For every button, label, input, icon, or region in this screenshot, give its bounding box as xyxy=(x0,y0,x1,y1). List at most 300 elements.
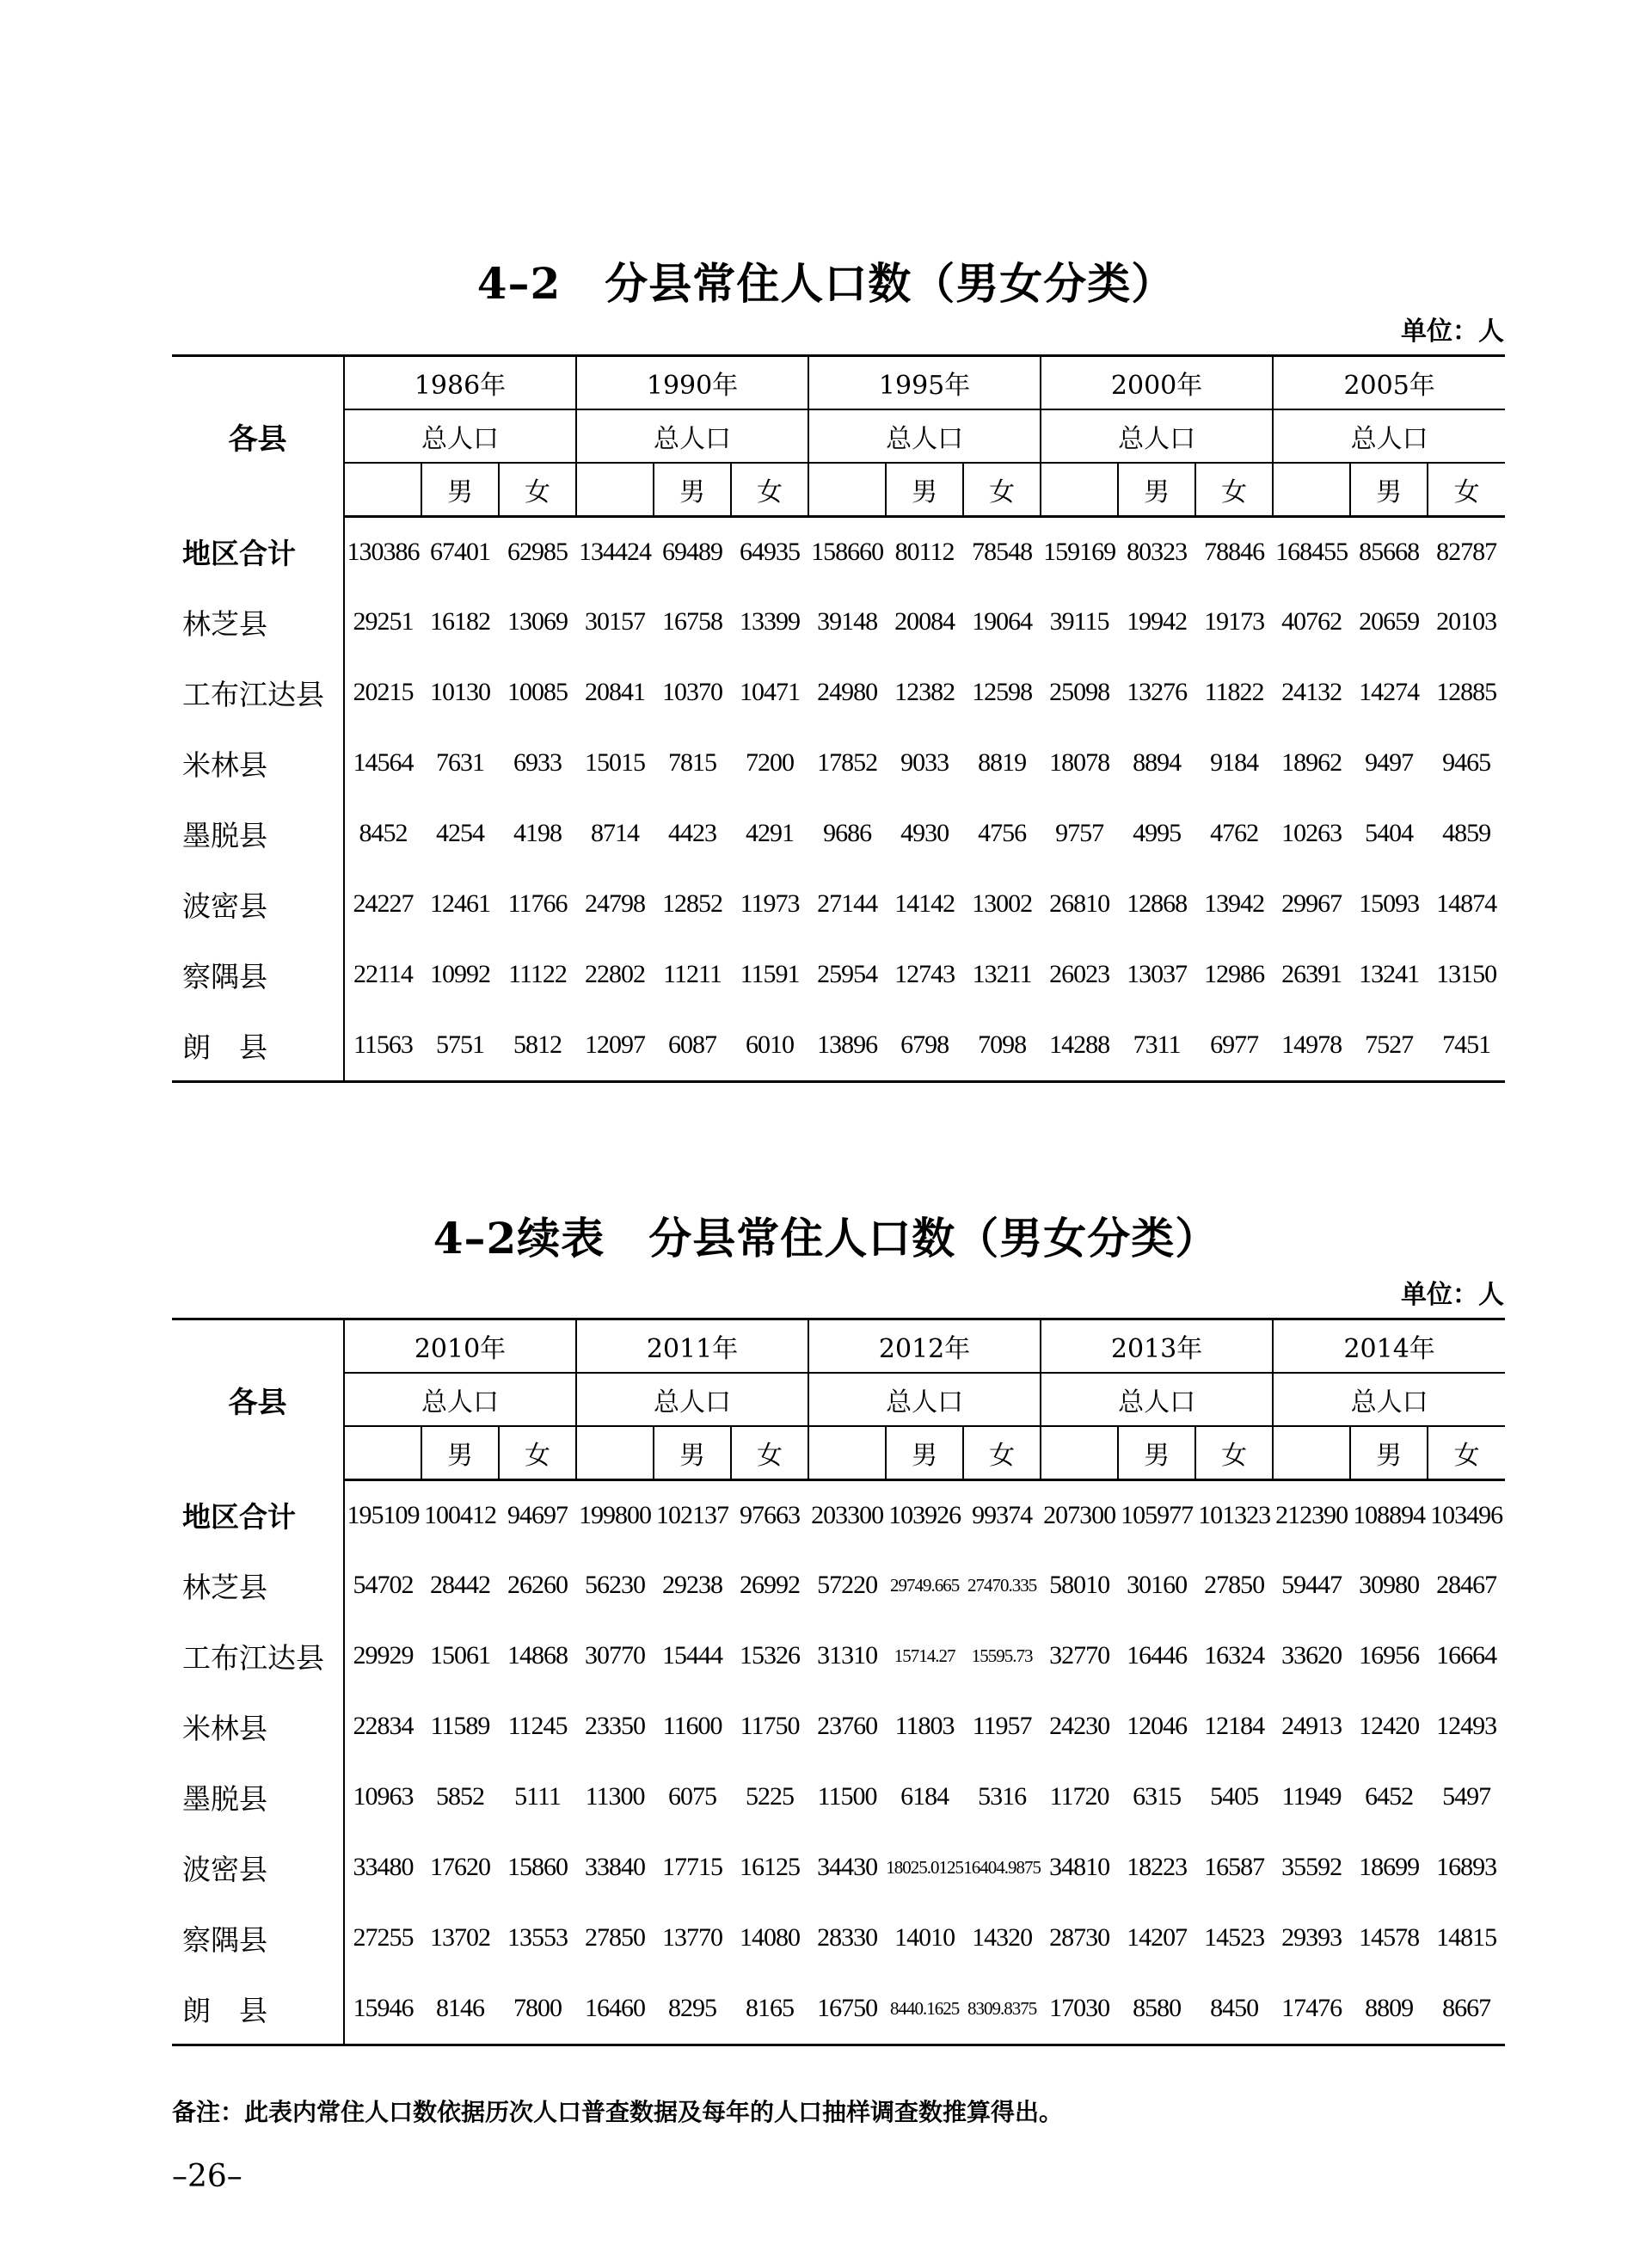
population-cell: 39148 xyxy=(817,607,878,636)
male-header: 男 xyxy=(654,463,731,517)
year-header: 2013年 xyxy=(1041,1319,1273,1374)
county-name: 工布江达县 xyxy=(172,1620,344,1691)
population-cell: 10130 xyxy=(430,678,490,706)
female-header: 女 xyxy=(1428,463,1505,517)
population-cell: 7631 xyxy=(436,748,484,777)
population-cell: 13002 xyxy=(972,889,1033,918)
blank-cell xyxy=(1041,463,1118,517)
population-cell: 6010 xyxy=(731,1010,808,1082)
population-cell: 34810 xyxy=(1049,1853,1110,1881)
population-cell: 212390 xyxy=(1275,1501,1348,1529)
population-cell: 12885 xyxy=(1436,678,1497,706)
population-cell: 14523 xyxy=(1204,1923,1265,1952)
total-population-header: 总人口 xyxy=(1273,409,1505,463)
county-name: 林芝县 xyxy=(172,587,344,657)
table-row xyxy=(172,1550,1505,1620)
population-cell: 24980 xyxy=(817,678,878,706)
population-cell: 30157 xyxy=(585,607,646,636)
header-row-sex xyxy=(172,463,1505,517)
population-cell: 10963 xyxy=(353,1782,414,1811)
population-cell: 199800 xyxy=(579,1501,652,1529)
table-row xyxy=(172,587,1505,657)
population-cell: 11766 xyxy=(507,889,568,918)
population-cell: 101323 xyxy=(1198,1501,1271,1529)
population-cell: 14010 xyxy=(894,1923,955,1952)
population-cell: 27255 xyxy=(353,1923,414,1952)
population-cell: 20659 xyxy=(1359,607,1420,636)
population-cell: 4995 xyxy=(1133,819,1182,847)
population-cell: 15015 xyxy=(585,748,646,777)
female-header: 女 xyxy=(499,1426,576,1480)
population-cell: 14288 xyxy=(1041,1010,1118,1082)
population-cell: 26260 xyxy=(507,1571,568,1599)
population-cell: 20103 xyxy=(1436,607,1497,636)
population-cell: 33620 xyxy=(1281,1641,1342,1670)
population-cell: 4930 xyxy=(900,819,949,847)
population-cell: 26810 xyxy=(1049,889,1110,918)
population-cell: 25954 xyxy=(817,960,878,988)
total-population-header: 总人口 xyxy=(1041,409,1273,463)
population-cell: 8580 xyxy=(1118,1973,1195,2045)
population-cell: 17476 xyxy=(1273,1973,1350,2045)
county-name: 工布江达县 xyxy=(172,657,344,728)
population-cell: 26992 xyxy=(740,1571,801,1599)
population-cell: 13211 xyxy=(972,960,1032,988)
population-cell: 16324 xyxy=(1204,1641,1265,1670)
population-cell: 7815 xyxy=(668,748,717,777)
female-header: 女 xyxy=(1195,1426,1273,1480)
male-header: 男 xyxy=(1350,1426,1428,1480)
population-cell: 8667 xyxy=(1428,1973,1505,2045)
female-header: 女 xyxy=(731,1426,808,1480)
population-cell: 11300 xyxy=(585,1782,645,1811)
table2-header xyxy=(172,1319,1505,1480)
population-cell: 10992 xyxy=(430,960,490,988)
female-header: 女 xyxy=(963,463,1041,517)
population-cell: 27470.335 xyxy=(967,1574,1037,1596)
population-cell: 8819 xyxy=(978,748,1027,777)
total-population-header: 总人口 xyxy=(576,409,808,463)
population-cell: 7527 xyxy=(1350,1010,1428,1082)
population-cell: 12097 xyxy=(576,1010,654,1082)
population-cell: 5812 xyxy=(499,1010,576,1082)
table1-body xyxy=(172,517,1505,1082)
population-cell: 16404.9875 xyxy=(963,1856,1041,1878)
population-cell: 6977 xyxy=(1195,1010,1273,1082)
county-name: 墨脱县 xyxy=(172,798,344,869)
population-cell: 5404 xyxy=(1365,819,1414,847)
blank-cell xyxy=(344,463,421,517)
population-cell: 15061 xyxy=(430,1641,490,1670)
population-cell: 103496 xyxy=(1430,1501,1503,1529)
year-header: 2012年 xyxy=(808,1319,1041,1374)
population-cell: 24132 xyxy=(1281,678,1342,706)
population-cell: 13770 xyxy=(662,1923,723,1952)
population-cell: 4423 xyxy=(668,819,717,847)
population-cell: 6452 xyxy=(1365,1782,1414,1811)
population-cell: 11589 xyxy=(430,1712,490,1740)
county-name: 察隅县 xyxy=(172,939,344,1010)
population-cell: 7800 xyxy=(499,1973,576,2045)
population-cell: 16460 xyxy=(576,1973,654,2045)
population-cell: 16758 xyxy=(662,607,723,636)
population-cell: 12493 xyxy=(1436,1712,1497,1740)
population-cell: 29393 xyxy=(1281,1923,1342,1952)
population-cell: 16587 xyxy=(1204,1853,1265,1881)
population-cell: 11803 xyxy=(894,1712,955,1740)
male-header: 男 xyxy=(421,1426,499,1480)
population-cell: 14868 xyxy=(507,1641,568,1670)
population-cell: 27850 xyxy=(1204,1571,1265,1599)
population-cell: 10085 xyxy=(507,678,568,706)
population-cell: 8295 xyxy=(654,1973,731,2045)
table2-body xyxy=(172,1480,1505,2045)
population-cell: 13150 xyxy=(1436,960,1497,988)
county-name: 朗 县 xyxy=(172,1973,344,2045)
total-population-header: 总人口 xyxy=(344,409,576,463)
population-cell: 11720 xyxy=(1049,1782,1109,1811)
population-cell: 195109 xyxy=(347,1501,420,1529)
year-header: 1995年 xyxy=(808,356,1041,410)
table2-unit: 单位：人 xyxy=(1401,1280,1504,1310)
population-cell: 7098 xyxy=(963,1010,1041,1082)
population-cell: 11949 xyxy=(1281,1782,1342,1811)
population-cell: 8309.8375 xyxy=(963,1973,1041,2045)
year-header: 2010年 xyxy=(344,1319,576,1374)
header-row-sex xyxy=(172,1426,1505,1480)
table1 xyxy=(172,354,1505,1083)
population-cell: 20841 xyxy=(585,678,646,706)
population-cell: 15860 xyxy=(507,1853,568,1881)
population-cell: 22114 xyxy=(353,960,413,988)
population-cell: 80323 xyxy=(1127,538,1188,566)
year-header: 2005年 xyxy=(1273,356,1505,410)
population-cell: 11211 xyxy=(663,960,722,988)
total-population-header: 总人口 xyxy=(1041,1373,1273,1426)
population-cell: 9465 xyxy=(1442,748,1491,777)
population-cell: 16182 xyxy=(430,607,490,636)
table2 xyxy=(172,1318,1505,2046)
population-cell: 85668 xyxy=(1359,538,1420,566)
population-cell: 59447 xyxy=(1281,1571,1342,1599)
population-cell: 40762 xyxy=(1281,607,1342,636)
county-name: 米林县 xyxy=(172,728,344,798)
population-cell: 31310 xyxy=(817,1641,878,1670)
population-cell: 16125 xyxy=(740,1853,801,1881)
population-cell: 4254 xyxy=(436,819,484,847)
male-header: 男 xyxy=(1350,463,1428,517)
male-header: 男 xyxy=(886,1426,963,1480)
population-cell: 28330 xyxy=(817,1923,878,1952)
population-cell: 16664 xyxy=(1436,1641,1497,1670)
population-cell: 14578 xyxy=(1359,1923,1420,1952)
population-cell: 4762 xyxy=(1210,819,1259,847)
population-cell: 6184 xyxy=(900,1782,949,1811)
table-row xyxy=(172,728,1505,798)
population-cell: 7200 xyxy=(746,748,795,777)
population-cell: 14815 xyxy=(1436,1923,1497,1952)
population-cell: 14080 xyxy=(740,1923,801,1952)
population-cell: 29967 xyxy=(1281,889,1342,918)
population-cell: 15595.73 xyxy=(971,1645,1033,1666)
population-cell: 24230 xyxy=(1049,1712,1110,1740)
population-cell: 8440.1625 xyxy=(886,1973,963,2045)
population-cell: 11591 xyxy=(740,960,800,988)
county-name: 墨脱县 xyxy=(172,1762,344,1832)
population-cell: 18223 xyxy=(1127,1853,1188,1881)
blank-cell xyxy=(344,1426,421,1480)
population-cell: 24913 xyxy=(1281,1712,1342,1740)
population-cell: 17030 xyxy=(1041,1973,1118,2045)
table1-header xyxy=(172,356,1505,517)
blank-cell xyxy=(1273,463,1350,517)
population-cell: 30770 xyxy=(585,1641,646,1670)
population-cell: 13276 xyxy=(1127,678,1188,706)
female-header: 女 xyxy=(963,1426,1041,1480)
population-cell: 14978 xyxy=(1273,1010,1350,1082)
population-cell: 39115 xyxy=(1049,607,1109,636)
population-cell: 15326 xyxy=(740,1641,801,1670)
population-cell: 8450 xyxy=(1195,1973,1273,2045)
population-cell: 94697 xyxy=(507,1501,568,1529)
population-cell: 108894 xyxy=(1353,1501,1426,1529)
population-cell: 6933 xyxy=(513,748,562,777)
population-cell: 8146 xyxy=(421,1973,499,2045)
population-cell: 14274 xyxy=(1359,678,1420,706)
table-row xyxy=(172,517,1505,587)
population-cell: 11600 xyxy=(662,1712,722,1740)
population-cell: 33480 xyxy=(353,1853,414,1881)
population-cell: 12461 xyxy=(430,889,490,918)
population-cell: 130386 xyxy=(347,538,420,566)
population-cell: 14207 xyxy=(1127,1923,1188,1952)
population-cell: 28467 xyxy=(1436,1571,1497,1599)
population-cell: 11973 xyxy=(740,889,800,918)
total-population-header: 总人口 xyxy=(576,1373,808,1426)
population-cell: 62985 xyxy=(507,538,568,566)
population-cell: 5316 xyxy=(978,1782,1027,1811)
population-cell: 6315 xyxy=(1133,1782,1182,1811)
population-cell: 13399 xyxy=(740,607,801,636)
male-header: 男 xyxy=(1118,463,1195,517)
population-cell: 15093 xyxy=(1359,889,1420,918)
page-number: –26– xyxy=(172,2159,243,2194)
county-name: 波密县 xyxy=(172,869,344,939)
population-cell: 78846 xyxy=(1204,538,1265,566)
population-cell: 23350 xyxy=(585,1712,646,1740)
population-cell: 29251 xyxy=(353,607,414,636)
population-cell: 9033 xyxy=(900,748,949,777)
table-row xyxy=(172,869,1505,939)
population-cell: 14320 xyxy=(972,1923,1033,1952)
male-header: 男 xyxy=(421,463,499,517)
female-header: 女 xyxy=(1428,1426,1505,1480)
population-cell: 6075 xyxy=(668,1782,717,1811)
header-row-total xyxy=(172,409,1505,463)
year-header: 2000年 xyxy=(1041,356,1273,410)
population-cell: 35592 xyxy=(1281,1853,1342,1881)
year-header: 1990年 xyxy=(576,356,808,410)
population-cell: 19173 xyxy=(1204,607,1265,636)
year-header: 2011年 xyxy=(576,1319,808,1374)
population-cell: 12420 xyxy=(1359,1712,1420,1740)
male-header: 男 xyxy=(886,463,963,517)
population-cell: 12598 xyxy=(972,678,1033,706)
table-row xyxy=(172,939,1505,1010)
population-cell: 82787 xyxy=(1436,538,1497,566)
population-cell: 28442 xyxy=(430,1571,490,1599)
population-cell: 56230 xyxy=(585,1571,646,1599)
total-population-header: 总人口 xyxy=(808,409,1041,463)
county-name: 米林县 xyxy=(172,1691,344,1762)
population-cell: 14874 xyxy=(1436,889,1497,918)
population-cell: 54702 xyxy=(353,1571,414,1599)
table2-title: 4–2续表 分县常住人口数（男女分类） xyxy=(433,1213,1219,1264)
population-cell: 20215 xyxy=(353,678,414,706)
population-cell: 11245 xyxy=(507,1712,568,1740)
population-cell: 18962 xyxy=(1281,748,1342,777)
population-cell: 80112 xyxy=(894,538,955,566)
population-cell: 27144 xyxy=(817,889,878,918)
table-row xyxy=(172,1832,1505,1903)
footnote: 备注：此表内常住人口数依据历次人口普查数据及每年的人口抽样调查数推算得出。 xyxy=(172,2098,1064,2126)
population-cell: 100412 xyxy=(424,1501,496,1529)
population-cell: 19942 xyxy=(1127,607,1188,636)
population-cell: 105977 xyxy=(1121,1501,1194,1529)
table-row xyxy=(172,1903,1505,1973)
blank-cell xyxy=(808,1426,886,1480)
population-cell: 15714.27 xyxy=(894,1645,955,1666)
population-cell: 9686 xyxy=(823,819,872,847)
population-cell: 7451 xyxy=(1428,1010,1505,1082)
population-cell: 16446 xyxy=(1127,1641,1188,1670)
population-cell: 13553 xyxy=(507,1923,568,1952)
population-cell: 25098 xyxy=(1049,678,1110,706)
population-cell: 13896 xyxy=(808,1010,886,1082)
population-cell: 5852 xyxy=(436,1782,484,1811)
population-cell: 22834 xyxy=(353,1712,414,1740)
population-cell: 29238 xyxy=(662,1571,723,1599)
population-cell: 12184 xyxy=(1204,1712,1265,1740)
population-cell: 13037 xyxy=(1127,960,1188,988)
population-cell: 14564 xyxy=(353,748,414,777)
population-cell: 9757 xyxy=(1055,819,1104,847)
population-cell: 4198 xyxy=(513,819,562,847)
population-cell: 12868 xyxy=(1127,889,1188,918)
female-header: 女 xyxy=(1195,463,1273,517)
table-row xyxy=(172,657,1505,728)
population-cell: 16750 xyxy=(808,1973,886,2045)
population-cell: 5497 xyxy=(1442,1782,1491,1811)
table-row xyxy=(172,1691,1505,1762)
population-cell: 24227 xyxy=(353,889,414,918)
table-row xyxy=(172,1010,1505,1082)
population-cell: 64935 xyxy=(740,538,801,566)
population-cell: 134424 xyxy=(579,538,652,566)
population-cell: 102137 xyxy=(656,1501,729,1529)
population-cell: 11563 xyxy=(344,1010,421,1082)
county-name: 察隅县 xyxy=(172,1903,344,1973)
population-cell: 5751 xyxy=(421,1010,499,1082)
male-header: 男 xyxy=(1118,1426,1195,1480)
population-cell: 15946 xyxy=(344,1973,421,2045)
population-cell: 6087 xyxy=(654,1010,731,1082)
table-row xyxy=(172,1973,1505,2045)
population-cell: 5111 xyxy=(514,1782,561,1811)
population-cell: 12852 xyxy=(662,889,723,918)
population-cell: 13702 xyxy=(430,1923,490,1952)
population-cell: 11500 xyxy=(817,1782,877,1811)
population-cell: 9184 xyxy=(1210,748,1259,777)
population-cell: 18025.0125 xyxy=(886,1856,963,1878)
total-population-header: 总人口 xyxy=(344,1373,576,1426)
population-cell: 26023 xyxy=(1049,960,1110,988)
population-cell: 18699 xyxy=(1359,1853,1420,1881)
population-cell: 10263 xyxy=(1281,819,1342,847)
population-cell: 11122 xyxy=(508,960,567,988)
population-cell: 24798 xyxy=(585,889,646,918)
population-cell: 19064 xyxy=(972,607,1033,636)
population-cell: 4291 xyxy=(746,819,795,847)
table1-title: 4–2 分县常住人口数（男女分类） xyxy=(476,258,1176,309)
population-cell: 30160 xyxy=(1127,1571,1188,1599)
population-cell: 67401 xyxy=(430,538,490,566)
population-cell: 69489 xyxy=(662,538,723,566)
female-header: 女 xyxy=(499,463,576,517)
population-cell: 57220 xyxy=(817,1571,878,1599)
population-cell: 28730 xyxy=(1049,1923,1110,1952)
population-cell: 13069 xyxy=(507,607,568,636)
population-cell: 8452 xyxy=(359,819,408,847)
population-cell: 12743 xyxy=(894,960,955,988)
population-cell: 32770 xyxy=(1049,1641,1110,1670)
population-cell: 11957 xyxy=(972,1712,1032,1740)
county-name: 地区合计 xyxy=(172,517,344,587)
population-cell: 13241 xyxy=(1359,960,1420,988)
blank-cell xyxy=(808,463,886,517)
population-cell: 9497 xyxy=(1365,748,1414,777)
population-cell: 97663 xyxy=(740,1501,801,1529)
county-column-header: 各县 xyxy=(172,1319,344,1480)
male-header: 男 xyxy=(654,1426,731,1480)
population-cell: 4756 xyxy=(978,819,1027,847)
header-row-years xyxy=(172,356,1505,410)
population-cell: 203300 xyxy=(811,1501,884,1529)
header-row-total xyxy=(172,1373,1505,1426)
population-cell: 78548 xyxy=(972,538,1033,566)
female-header: 女 xyxy=(731,463,808,517)
population-cell: 17620 xyxy=(430,1853,490,1881)
population-cell: 33840 xyxy=(585,1853,646,1881)
blank-cell xyxy=(1041,1426,1118,1480)
population-cell: 11750 xyxy=(740,1712,800,1740)
population-cell: 168455 xyxy=(1275,538,1348,566)
population-cell: 23760 xyxy=(817,1712,878,1740)
table1-unit: 单位：人 xyxy=(1401,317,1504,347)
population-cell: 13942 xyxy=(1204,889,1265,918)
population-cell: 34430 xyxy=(817,1853,878,1881)
population-cell: 29929 xyxy=(353,1641,414,1670)
county-name: 朗 县 xyxy=(172,1010,344,1082)
population-cell: 103926 xyxy=(888,1501,961,1529)
population-cell: 58010 xyxy=(1049,1571,1110,1599)
population-cell: 207300 xyxy=(1043,1501,1116,1529)
year-header: 2014年 xyxy=(1273,1319,1505,1374)
total-population-header: 总人口 xyxy=(808,1373,1041,1426)
year-header: 1986年 xyxy=(344,356,576,410)
population-cell: 16956 xyxy=(1359,1641,1420,1670)
population-cell: 8714 xyxy=(591,819,640,847)
